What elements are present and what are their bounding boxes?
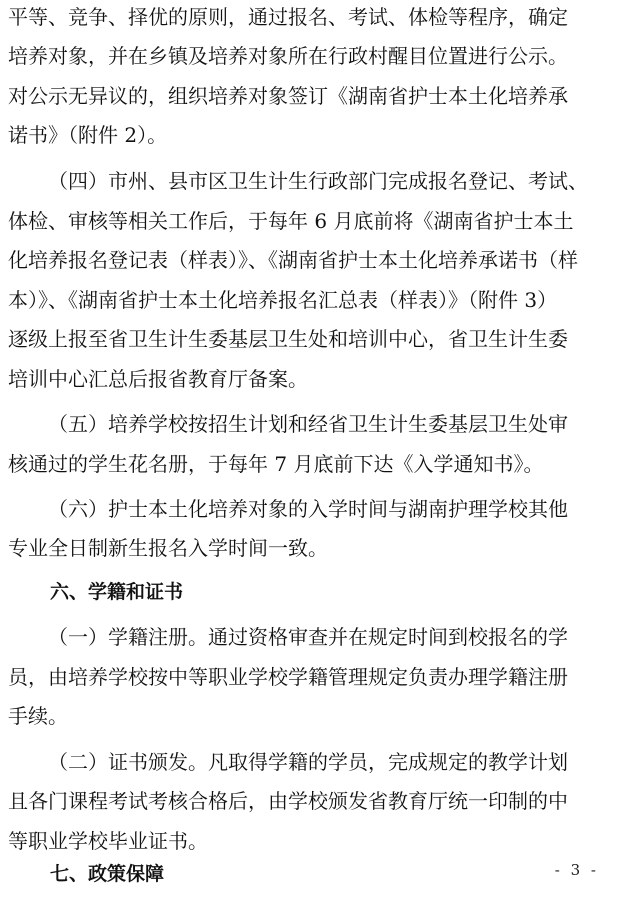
paragraph-line: （二）证书颁发。凡取得学籍的学员，完成规定的教学计划 <box>48 750 568 774</box>
paragraph-line: 化培养报名登记表（样表）》、《湖南省护士本土化培养承诺书（样 <box>8 248 578 272</box>
paragraph-line: 诺书》（附件 2）。 <box>8 123 168 147</box>
paragraph-line: 对公示无异议的，组织培养对象签订《湖南省护士本土化培养承 <box>8 84 568 108</box>
section-heading: 七、政策保障 <box>50 863 165 885</box>
paragraph-line: 逐级上报至省卫生计生委基层卫生处和培训中心，省卫生计生委 <box>8 327 568 351</box>
section-heading: 六、学籍和证书 <box>50 581 184 603</box>
paragraph-line: 核通过的学生花名册，于每年 7 月底前下达《入学通知书》。 <box>8 452 544 476</box>
paragraph-line: 平等、竞争、择优的原则，通过报名、考试、体检等程序，确定 <box>8 5 568 29</box>
paragraph-line: 等职业学校毕业证书。 <box>8 829 208 853</box>
paragraph-line: （一）学籍注册。通过资格审查并在规定时间到校报名的学 <box>48 625 568 649</box>
paragraph-line: 专业全日制新生报名入学时间一致。 <box>8 536 328 560</box>
paragraph-line: （五）培养学校按招生计划和经省卫生计生委基层卫生处审 <box>48 412 568 436</box>
paragraph-line: 手续。 <box>8 704 68 728</box>
page-number: - 3 - <box>554 861 599 879</box>
paragraph-line: 员，由培养学校按中等职业学校学籍管理规定负责办理学籍注册 <box>8 665 568 689</box>
paragraph-line: （四）市州、县市区卫生计生行政部门完成报名登记、考试、 <box>48 169 588 193</box>
paragraph-line: 本）》、《湖南省护士本土化培养报名汇总表（样表）》（附件 3） <box>8 288 558 312</box>
paragraph-line: 培训中心汇总后报省教育厅备案。 <box>8 367 308 391</box>
paragraph-line: 培养对象，并在乡镇及培养对象所在行政村醒目位置进行公示。 <box>8 44 568 68</box>
paragraph-line: 且各门课程考试考核合格后，由学校颁发省教育厅统一印制的中 <box>8 789 568 813</box>
paragraph-line: 体检、审核等相关工作后，于每年 6 月底前将《湖南省护士本土 <box>8 209 574 233</box>
paragraph-line: （六）护士本土化培养对象的入学时间与湖南护理学校其他 <box>48 497 568 521</box>
